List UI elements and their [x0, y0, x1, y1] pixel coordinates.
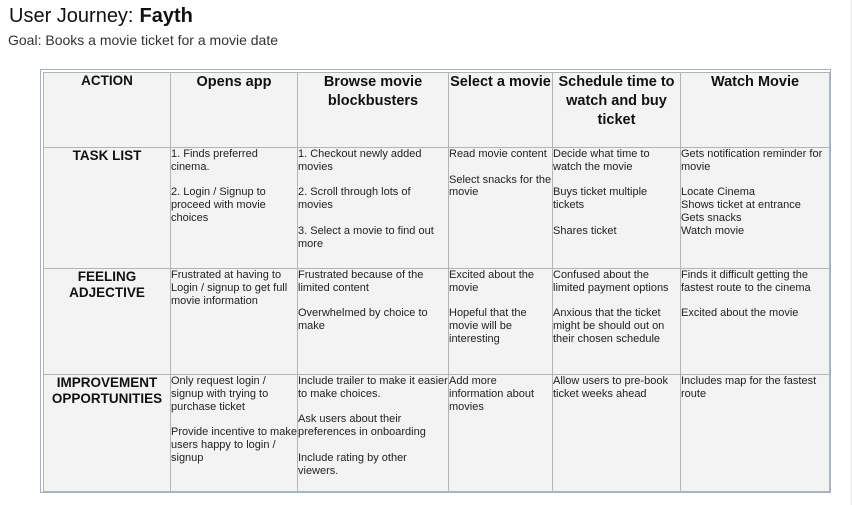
- task-item: Gets notification reminder for movie: [681, 148, 823, 173]
- title-prefix: User Journey:: [9, 5, 134, 27]
- task-item: 1. Finds preferred cinema.: [171, 148, 258, 173]
- task-cell: [681, 148, 830, 269]
- task-item: Buys ticket multiple tickets: [553, 186, 648, 212]
- task-item: 3. Select a movie to find out more: [298, 224, 434, 250]
- improvement-item: Include trailer to make it easier to make choices.: [298, 375, 448, 400]
- task-item: Read movie content: [449, 148, 547, 160]
- journey-table: [43, 72, 830, 492]
- feeling-cell: [298, 269, 449, 375]
- stage-watch-movie: Watch Movie: [681, 73, 830, 148]
- task-item: 2. Login / Signup to proceed with movie choices: [171, 186, 266, 224]
- improvement-cell: [681, 375, 830, 492]
- task-item: Select snacks for the movie: [449, 173, 552, 199]
- feeling-row: [44, 269, 830, 375]
- task-cell: [298, 148, 449, 269]
- feeling-cell: [681, 269, 830, 375]
- improvement-cell: [298, 375, 449, 492]
- feeling-item: Frustrated at having to Login / signup to get full movie information: [171, 269, 288, 307]
- feeling-item: Excited about the movie: [449, 269, 535, 294]
- stage-opens-app: Opens app: [171, 73, 298, 148]
- goal-text: Goal: Books a movie ticket for a movie date: [8, 32, 279, 48]
- row-label-task-list: TASK LIST: [44, 148, 171, 269]
- task-cell: [171, 148, 298, 269]
- task-item: Locate Cinema Shows ticket at entrance Gets snacks Watch movie: [681, 186, 801, 237]
- improvement-item: Includes map for the fastest route: [681, 375, 817, 400]
- improvement-item: Add more information about movies: [449, 375, 534, 413]
- header-row: [44, 73, 830, 148]
- task-item: Decide what time to watch the movie: [553, 148, 650, 173]
- feeling-item: Hopeful that the movie will be interesting: [449, 307, 527, 345]
- task-item: Shares ticket: [553, 224, 617, 237]
- feeling-cell: [449, 269, 553, 375]
- row-label-feeling: FEELING ADJECTIVE: [44, 269, 171, 375]
- improvement-item: Include rating by other viewers.: [298, 451, 407, 477]
- page-title: [9, 3, 193, 29]
- improvement-item: Provide incentive to make users happy to login / signup: [171, 426, 297, 464]
- feeling-cell: [553, 269, 681, 375]
- stage-select-movie: Select a movie: [449, 73, 553, 148]
- feeling-item: Finds it difficult getting the fastest route to the cinema: [681, 269, 811, 294]
- task-item: 2. Scroll through lots of movies: [298, 186, 411, 212]
- stage-schedule-buy: Schedule time to watch and buy ticket: [553, 73, 681, 148]
- improvement-item: Allow users to pre-book ticket weeks ahead: [553, 375, 668, 400]
- row-label-improvement: IMPROVEMENT OPPORTUNITIES: [44, 375, 171, 492]
- feeling-item: Excited about the movie: [681, 307, 799, 320]
- improvement-item: Only request login / signup with trying to purchase ticket: [171, 375, 269, 413]
- improvement-cell: [171, 375, 298, 492]
- improvement-item: Ask users about their preferences in onboarding: [298, 413, 426, 439]
- task-cell: [553, 148, 681, 269]
- feeling-item: Confused about the limited payment options: [553, 269, 669, 294]
- persona-name: Fayth: [139, 5, 193, 27]
- stage-browse-movies: Browse movie blockbusters: [298, 73, 449, 148]
- feeling-item: Overwhelmed by choice to make: [298, 307, 428, 333]
- feeling-item: Anxious that the ticket might be should out on their chosen schedule: [553, 307, 665, 345]
- task-cell: [449, 148, 553, 269]
- improvement-row: [44, 375, 830, 492]
- task-item: 1. Checkout newly added movies: [298, 148, 422, 173]
- row-label-action: ACTION: [44, 73, 171, 148]
- task-list-row: [44, 148, 830, 269]
- feeling-cell: [171, 269, 298, 375]
- improvement-cell: [449, 375, 553, 492]
- improvement-cell: [553, 375, 681, 492]
- feeling-item: Frustrated because of the limited content: [298, 269, 424, 294]
